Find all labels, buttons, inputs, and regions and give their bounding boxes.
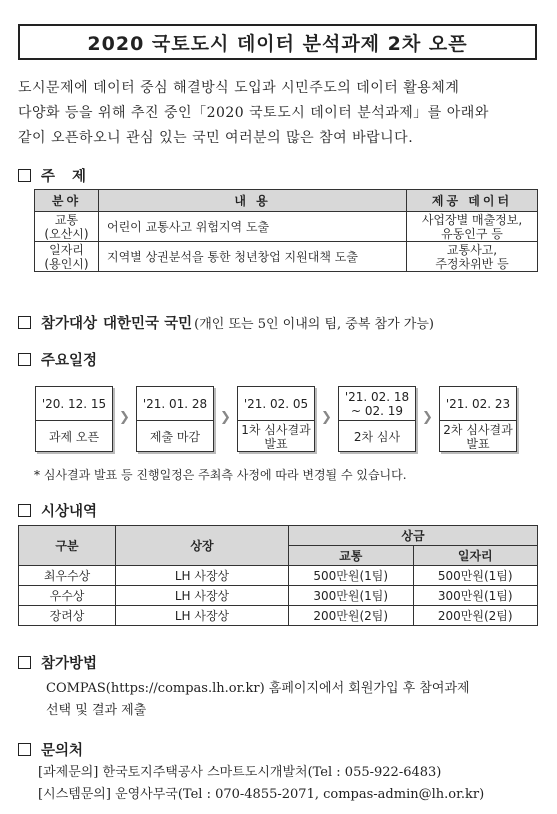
schedule-timeline (30, 386, 530, 452)
table-header: 상장 (116, 526, 289, 566)
table-row (35, 242, 538, 272)
contact-text (38, 762, 484, 806)
schedule-step (136, 386, 214, 452)
section-heading: 참가방법 (41, 656, 98, 672)
table-header: 내 용 (99, 190, 407, 212)
schedule-step (237, 386, 315, 452)
section-contact (18, 739, 83, 760)
step-date: '21. 02. 23 (440, 387, 516, 421)
table-cell: 최우수상 (19, 566, 116, 586)
step-label: 2차 심사 (353, 430, 401, 444)
schedule-step (338, 386, 416, 452)
section-eligibility (18, 312, 434, 333)
table-cell: 어린이 교통사고 위험지역 도출 (99, 212, 407, 242)
table-header: 일자리 (413, 546, 538, 566)
intro-line: 같이 오픈하오니 관심 있는 국민 여러분의 많은 참여 바랍니다. (18, 130, 414, 146)
table-cell: 교통 (오산시) (35, 212, 99, 242)
schedule-step (35, 386, 113, 452)
page-title: 2020 국토도시 데이터 분석과제 2차 오픈 (87, 32, 468, 55)
section-heading: 문의처 (41, 743, 84, 759)
table-row (19, 566, 538, 586)
table-header: 제공 데이터 (407, 190, 538, 212)
intro-line: 다양화 등을 위해 추진 중인「2020 국토도시 데이터 분석과제」를 아래와 (18, 105, 489, 121)
table-cell: LH 사장상 (116, 606, 289, 626)
step-label: 1차 심사결과 발표 (241, 423, 311, 451)
method-text (46, 678, 470, 722)
method-line: COMPAS(https://compas.lh.or.kr) 홈페이지에서 회원가입 후 참여과제 (46, 681, 470, 696)
topic-table (34, 189, 538, 272)
schedule-note: * 심사결과 발표 등 진행일정은 주최측 사정에 따라 변경될 수 있습니다. (34, 468, 407, 482)
table-cell: LH 사장상 (116, 566, 289, 586)
table-cell: 200만원(2팀) (413, 606, 538, 626)
intro-line: 도시문제에 데이터 중심 해결방식 도입과 시민주도의 데이터 활용체계 (18, 80, 460, 96)
table-cell: 사업장별 매출정보, 유동인구 등 (407, 212, 538, 242)
section-heading: 주 제 (41, 169, 93, 185)
section-heading: 시상내역 (41, 504, 98, 520)
step-date: '21. 02. 18 ~ 02. 19 (339, 387, 415, 421)
prize-table (18, 525, 538, 626)
section-heading: 주요일정 (41, 353, 98, 369)
table-cell: 200만원(2팀) (289, 606, 414, 626)
table-cell: 우수상 (19, 586, 116, 606)
table-row (19, 586, 538, 606)
table-cell: 일자리 (용인시) (35, 242, 99, 272)
table-header: 상금 (289, 526, 538, 546)
section-heading: 참가대상 (41, 316, 98, 332)
table-row (19, 606, 538, 626)
checkbox-bullet-icon (18, 656, 31, 669)
checkbox-bullet-icon (18, 504, 31, 517)
table-cell: 500만원(1팀) (413, 566, 538, 586)
table-row (35, 212, 538, 242)
table-cell: 장려상 (19, 606, 116, 626)
section-topic (18, 165, 92, 186)
step-label: 제출 마감 (149, 430, 201, 444)
table-cell: 지역별 상권분석을 통한 청년창업 지원대책 도출 (99, 242, 407, 272)
table-cell: 300만원(1팀) (289, 586, 414, 606)
chevron-right-icon: ❯ (321, 410, 332, 425)
table-cell: 300만원(1팀) (413, 586, 538, 606)
table-header: 교통 (289, 546, 414, 566)
eligibility-detail: (개인 또는 5인 이내의 팀, 중복 참가 가능) (194, 317, 434, 332)
table-cell: 500만원(1팀) (289, 566, 414, 586)
title-box (18, 24, 537, 60)
checkbox-bullet-icon (18, 353, 31, 366)
chevron-right-icon: ❯ (220, 410, 231, 425)
contact-line: [과제문의] 한국토지주택공사 스마트도시개발처(Tel : 055-922-6483) (38, 765, 442, 780)
step-label: 과제 오픈 (48, 430, 100, 444)
intro-paragraph (18, 76, 542, 151)
chevron-right-icon: ❯ (422, 410, 433, 425)
section-schedule (18, 349, 97, 370)
eligibility-target: 대한민국 국민 (103, 316, 193, 332)
table-header: 구분 (19, 526, 116, 566)
step-date: '21. 01. 28 (137, 387, 213, 421)
step-date: '21. 02. 05 (238, 387, 314, 421)
checkbox-bullet-icon (18, 743, 31, 756)
checkbox-bullet-icon (18, 316, 31, 329)
schedule-step (439, 386, 517, 452)
table-header: 분야 (35, 190, 99, 212)
table-cell: 교통사고, 주정차위반 등 (407, 242, 538, 272)
chevron-right-icon: ❯ (119, 410, 130, 425)
step-date: '20. 12. 15 (36, 387, 112, 421)
section-method (18, 652, 97, 673)
step-label: 2차 심사결과 발표 (443, 423, 513, 451)
contact-line: [시스템문의] 운영사무국(Tel : 070-4855-2071, compas-admin@lh.or.kr) (38, 787, 485, 802)
checkbox-bullet-icon (18, 169, 31, 182)
method-line: 선택 및 결과 제출 (46, 703, 147, 718)
table-cell: LH 사장상 (116, 586, 289, 606)
section-prizes (18, 500, 97, 521)
